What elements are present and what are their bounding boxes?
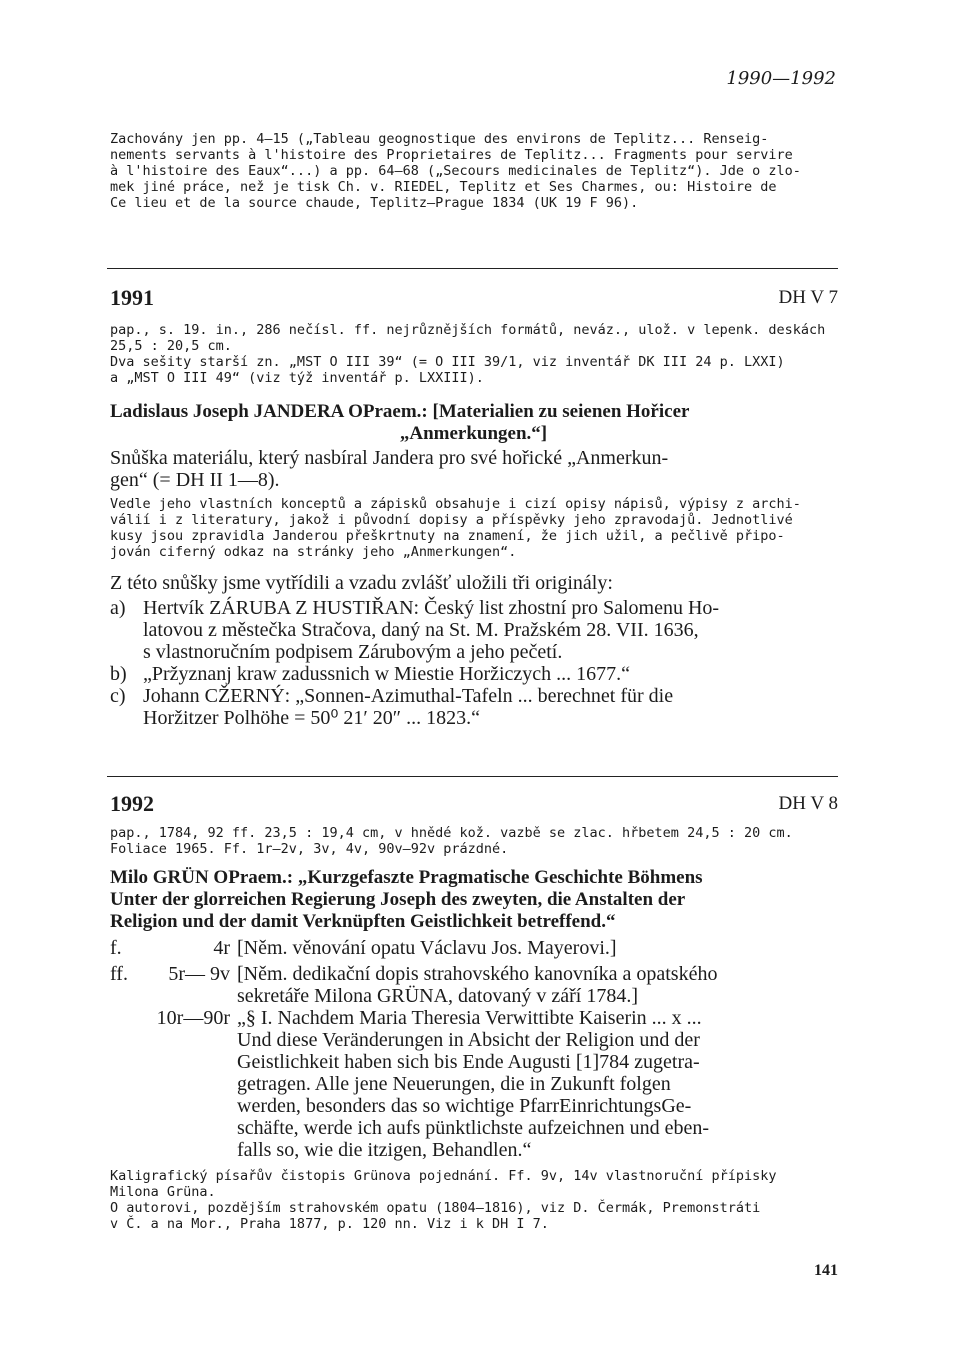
entry-number: 1991 xyxy=(110,285,154,310)
text-line: mek jiné práce, než je tisk Ch. v. RIEDEL, Teplitz et Ses Charmes, ou: Histoire de xyxy=(110,179,777,195)
folio-reference: 10r—90r xyxy=(156,1007,230,1029)
text-line: Johann CŽERNÝ: „Sonnen-Azimuthal-Tafeln ... berechnet für die xyxy=(143,685,674,707)
intro-paragraph xyxy=(110,131,837,211)
title-line: „Anmerkungen.“] xyxy=(399,423,548,444)
title-line: Milo GRÜN OPraem.: „Kurzgefaszte Pragmatische Geschichte Böhmens xyxy=(110,867,703,888)
list-marker: a) xyxy=(110,597,126,619)
text-line: Horžitzer Polhöhe = 50⁰ 21′ 20″ ... 1823.“ xyxy=(143,707,480,729)
physical-description xyxy=(110,322,837,386)
content-note xyxy=(110,496,837,560)
running-header: 1990—1992 xyxy=(726,68,836,89)
text-line: válií i z literatury, jakož i původní dopisy a příspěvky jeho zpravodajů. Jednotlivé xyxy=(110,512,793,528)
text-line: „Pržyznanj kraw zadussnich w Miestie Horžiczych ... 1677.“ xyxy=(143,663,631,685)
text-line: gen“ (= DH II 1—8). xyxy=(110,469,280,491)
text-line: nements servants à l'histoire des Proprietaires de Teplitz... Fragments pour servire xyxy=(110,147,793,163)
physical-description xyxy=(110,825,837,857)
text-line: kusy jsou zpravidla Janderou přeškrtnuty na znamení, že jich užil, a pečlivě připo- xyxy=(110,528,785,544)
entry-title xyxy=(110,401,837,445)
section-divider xyxy=(107,268,838,269)
text-line: werden, besonders das so wichtige PfarrEinrichtungsGe- xyxy=(237,1095,692,1117)
text-line: „§ I. Nachdem Maria Theresia Verwittibte Kaiserin ... x ... xyxy=(237,1007,702,1029)
shelf-signature: DH V 8 xyxy=(778,793,838,814)
text-line: s vlastnoručním podpisem Zárubovým a jeho pečetí. xyxy=(143,641,563,663)
text-line: getragen. Alle jene Neuerungen, die in Zukunft folgen xyxy=(237,1073,671,1095)
entry-number: 1992 xyxy=(110,791,154,816)
content-note xyxy=(110,1168,837,1232)
text-line: Foliace 1965. Ff. 1r—2v, 3v, 4v, 90v—92v prázdné. xyxy=(110,841,509,857)
folio-label: f. xyxy=(110,937,122,959)
text-line: [Něm. věnování opatu Václavu Jos. Mayerovi.] xyxy=(237,937,617,959)
text-line: falls so, wie die itzigen, Behandlen.“ xyxy=(237,1139,532,1161)
text-line: schäfte, werde ich aufs pünktlichste aufzeichnen und eben- xyxy=(237,1117,710,1139)
text-line: pap., s. 19. in., 286 nečísl. ff. nejrůznějších formátů, neváz., ulož. v lepenk. deskách xyxy=(110,322,826,338)
text-line: Und diese Veränderungen in Absicht der Religion und der xyxy=(237,1029,700,1051)
title-line: Unter der glorreichen Regierung Joseph des zweyten, die Anstalten der xyxy=(110,889,686,910)
text-line: Geistlichkeit haben sich bis Ende Augusti [1]784 zugetra- xyxy=(237,1051,700,1073)
text-line: sekretáře Milona GRÜNA, datovaný v září 1784.] xyxy=(237,985,638,1007)
text-line: latovou z městečka Stračova, daný na St. M. Pražském 28. VII. 1636, xyxy=(143,619,699,641)
text-line: Zachovány jen pp. 4—15 („Tableau geognostique des environs de Teplitz... Renseig- xyxy=(110,131,769,147)
folio-reference: 5r— 9v xyxy=(168,963,230,985)
section-divider xyxy=(107,776,838,777)
page-number: 141 xyxy=(814,1262,838,1279)
text-line: Kaligrafický písařův čistopis Grünova pojednání. Ff. 9v, 14v vlastnoruční přípisky xyxy=(110,1168,777,1184)
title-line: Ladislaus Joseph JANDERA OPraem.: [Materialien zu seienen Hořicer xyxy=(110,401,690,422)
text-line: O autorovi, pozdějším strahovském opatu (1804—1816), viz D. Čermák, Premonstráti xyxy=(110,1200,761,1216)
text-line: a „MST O III 49“ (viz týž inventář p. LXXIII). xyxy=(110,370,484,386)
folio-label: ff. xyxy=(110,963,128,985)
selection-intro: Z této snůšky jsme vytřídili a vzadu zvlášť uložili tři originály: xyxy=(110,572,613,594)
text-line: Vedle jeho vlastních konceptů a zápisků obsahuje i cizí opisy nápisů, výpisy z archi- xyxy=(110,496,801,512)
text-line: v Č. a na Mor., Praha 1877, p. 120 nn. Viz i k DH I 7. xyxy=(110,1216,549,1232)
list-marker: b) xyxy=(110,663,127,685)
text-line: jován ciferný odkaz na stránky jeho „Anmerkungen“. xyxy=(110,544,517,560)
text-line: Hertvík ZÁRUBA Z HUSTIŘAN: Český list zhostní pro Salomenu Ho- xyxy=(143,597,720,619)
entry-title xyxy=(110,867,837,933)
text-line: 25,5 : 20,5 cm. xyxy=(110,338,232,354)
text-line: pap., 1784, 92 ff. 23,5 : 19,4 cm, v hnědé kož. vazbě se zlac. hřbetem 24,5 : 20 cm. xyxy=(110,825,793,841)
text-line: à l'histoire des Eaux“...) a pp. 64—68 („Secours medicinales de Teplitz“). Jde o zlo- xyxy=(110,163,801,179)
text-line: Snůška materiálu, který nasbíral Jandera pro své hořické „Anmerkun- xyxy=(110,447,669,469)
shelf-signature: DH V 7 xyxy=(778,287,838,308)
list-marker: c) xyxy=(110,685,126,707)
text-line: [Něm. dedikační dopis strahovského kanovníka a opatského xyxy=(237,963,718,985)
text-line: Dva sešity starší zn. „MST O III 39“ (= O III 39/1, viz inventář DK III 24 p. LXXI) xyxy=(110,354,785,370)
text-line: Ce lieu et de la source chaude, Teplitz—Prague 1834 (UK 19 F 96). xyxy=(110,195,639,211)
content-summary xyxy=(110,447,837,491)
title-line: Religion und der damit Verknüpften Geistlichkeit betreffend.“ xyxy=(110,911,616,932)
folio-reference: 4r xyxy=(213,937,230,959)
text-line: Milona Grüna. xyxy=(110,1184,216,1200)
